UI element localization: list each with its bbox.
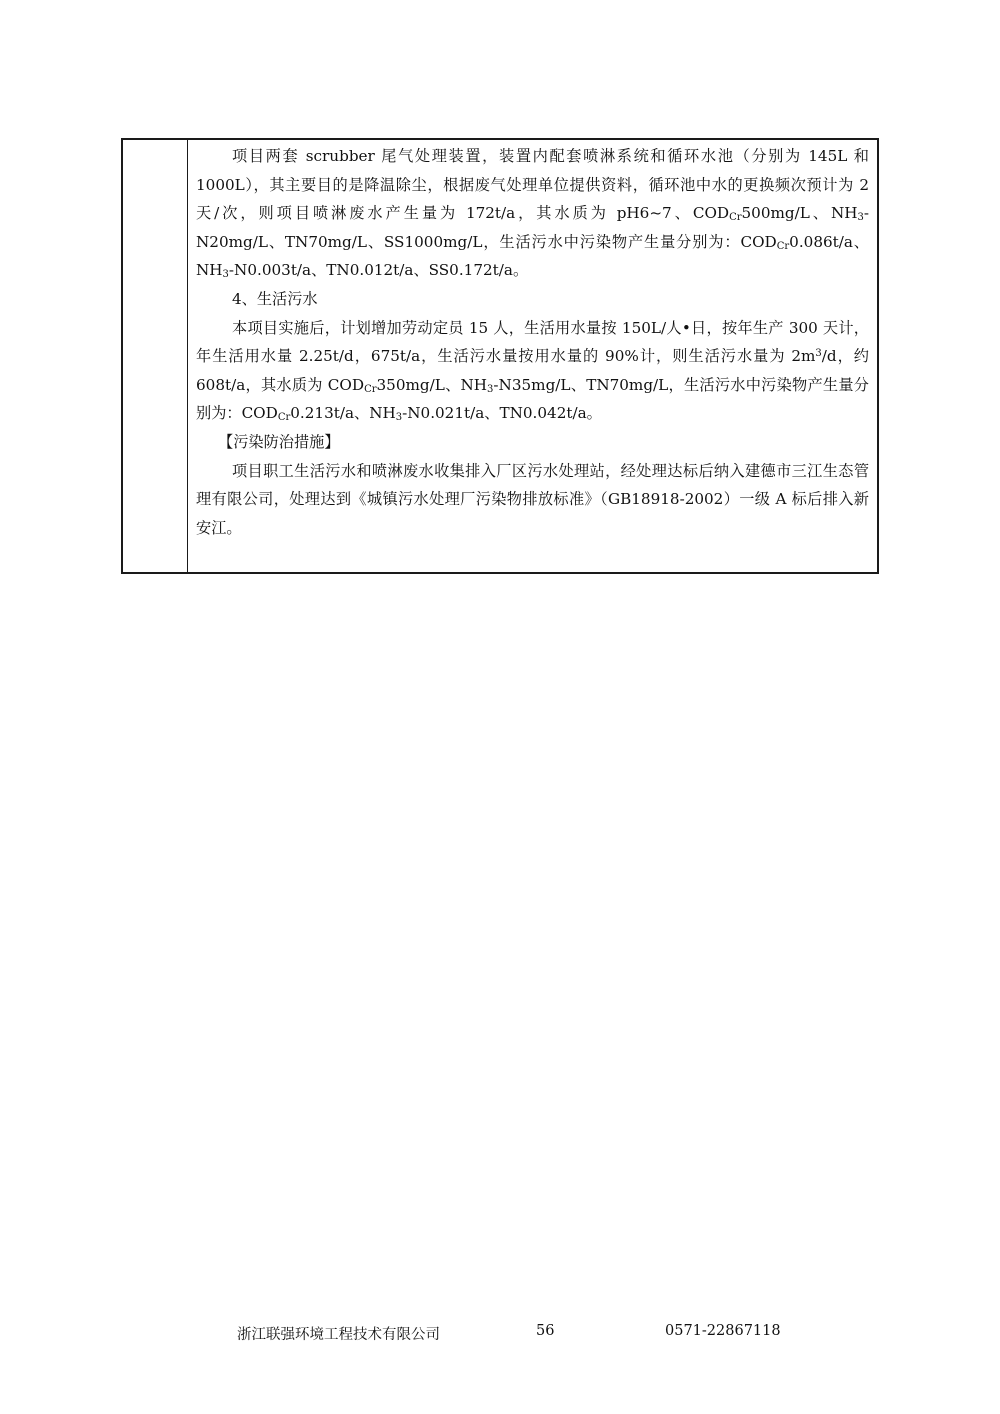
spray-text-5: -N0.003t/a、TN0.012t/a、SS0.172t/a。 <box>228 261 529 280</box>
table-cell-content <box>196 142 869 542</box>
cod-subscript: Cr <box>729 212 742 224</box>
domestic-wastewater-heading: 4、生活污水 <box>232 289 318 308</box>
cubic-superscript: 3 <box>815 348 822 360</box>
spray-text-1: 项目两套 scrubber 尾气处理装置，装置内配套喷淋系统和循环水池（分别为 145L 和 1000L），其主要目的是降温除尘，根据废气处理单位提供资料，循环池中水的更换频次预计为 2 天/次，则项目喷淋废水产生量为 172t/a，其水质为 pH6~7、 <box>196 147 869 223</box>
domestic-text-6: -N0.021t/a、TN0.042t/a。 <box>402 404 602 423</box>
spray-text-2: 500mg/L、NH <box>741 204 858 223</box>
spray-text-4: 0.086t/a、NH <box>196 232 869 280</box>
domestic-text-4: -N35mg/L、TN70mg/L，生活污水中污染物产生量分别为：COD <box>196 375 869 423</box>
page-footer <box>0 1323 1000 1345</box>
measures-heading: 【污染防治措施】 <box>218 432 340 451</box>
nh3-subscript: 3 <box>395 412 403 424</box>
measures-paragraph: 项目职工生活污水和喷淋废水收集排入厂区污水处理站，经处理达标后纳入建德市三江生态管理有限公司，处理达到《城镇污水处理厂污染物排放标准》（GB18918-2002）一级 A 标后排入新安江。 <box>196 461 869 537</box>
nh3-subscript: 3 <box>222 269 229 281</box>
spray-wastewater-paragraph <box>196 142 869 285</box>
nh3-subscript: 3 <box>487 383 494 395</box>
cod-subscript: Cr <box>364 383 377 395</box>
nh3-subscript: 3 <box>857 212 864 224</box>
domestic-wastewater-paragraph <box>196 314 869 428</box>
domestic-text-3: 350mg/L、NH <box>376 375 488 394</box>
page-number: 56 <box>536 1323 555 1339</box>
cod-subscript: Cr <box>277 412 291 424</box>
domestic-text-1: 本项目实施后，计划增加劳动定员 15 人，生活用水量按 150L/人•日，按年生产 300 天计，年生活用水量 2.25t/d，675t/a，生活污水量按用水量的 90%计，则生活污水量为 2m <box>196 318 869 366</box>
cod-label: COD <box>692 204 730 223</box>
domestic-text-2: /d，约 608t/a，其水质为 COD <box>196 347 869 394</box>
domestic-text-5: 0.213t/a、NH <box>290 404 396 423</box>
table-column-divider <box>187 140 188 572</box>
footer-company: 浙江联强环境工程技术有限公司 <box>237 1327 440 1343</box>
footer-phone: 0571-22867118 <box>665 1323 781 1339</box>
cod-subscript: Cr <box>776 240 790 252</box>
spray-text-3: -N20mg/L、TN70mg/L、SS1000mg/L，生活污水中污染物产生量分别为：COD <box>196 204 869 251</box>
